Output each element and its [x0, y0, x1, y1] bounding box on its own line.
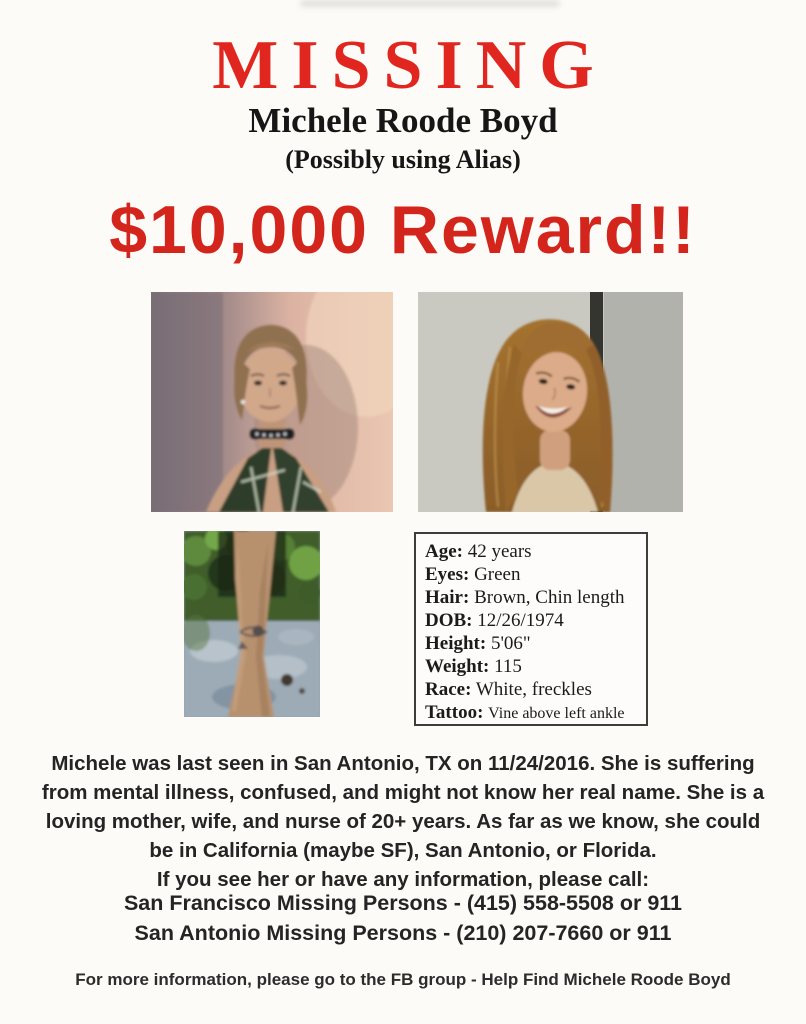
info-row-dob	[425, 609, 638, 632]
info-label-race: Race:	[425, 679, 472, 700]
contact-numbers	[0, 888, 806, 948]
description-line-2: from mental illness, confused, and might not know her real name. She is a	[41, 781, 765, 804]
info-row-height	[425, 632, 638, 655]
photo-tattoo	[184, 531, 320, 717]
info-row-race	[425, 678, 638, 701]
info-value-height: 5'06"	[490, 633, 531, 654]
photo-young-illustration	[151, 292, 393, 512]
info-label-age: Age:	[425, 541, 463, 562]
info-label-eyes: Eyes:	[425, 564, 470, 585]
photo-recent	[418, 292, 683, 512]
description-line-1: Michele was last seen in San Antonio, TX on 11/24/2016. She is suffering	[51, 752, 755, 775]
info-value-race: White, freckles	[475, 679, 592, 700]
info-label-hair: Hair:	[425, 587, 470, 608]
photo-young	[151, 292, 393, 512]
info-value-hair: Brown, Chin length	[474, 587, 625, 608]
info-value-age: 42 years	[467, 541, 532, 562]
info-value-tattoo: Vine above left ankle	[488, 705, 625, 722]
footer-fb-group-note: For more information, please go to the FB group - Help Find Michele Roode Boyd	[75, 970, 731, 989]
poster-title	[0, 26, 806, 106]
info-row-eyes	[425, 563, 638, 586]
info-value-dob: 12/26/1974	[477, 610, 564, 631]
description-paragraph	[0, 749, 806, 894]
info-row-age	[425, 540, 638, 563]
description-line-3: loving mother, wife, and nurse of 20+ years. As far as we know, she could	[45, 810, 761, 833]
info-row-tattoo	[425, 701, 638, 725]
info-label-tattoo: Tattoo:	[425, 702, 484, 723]
contact-san-francisco: San Francisco Missing Persons - (415) 558-5508 or 911	[123, 891, 683, 915]
scan-smudge	[300, 0, 560, 7]
person-name: Michele Roode Boyd	[248, 101, 558, 140]
description-line-4: be in California (maybe SF), San Antonio, or Florida.	[149, 839, 657, 862]
reward-headline: $10,000 Reward!!	[109, 192, 697, 268]
info-label-dob: DOB:	[425, 610, 473, 631]
info-value-eyes: Green	[474, 564, 521, 585]
info-row-hair	[425, 586, 638, 609]
info-row-weight	[425, 655, 638, 678]
info-value-weight: 115	[494, 656, 522, 677]
contact-san-antonio: San Antonio Missing Persons - (210) 207-7660 or 911	[134, 921, 672, 945]
info-label-height: Height:	[425, 633, 487, 654]
poster-title-text: MISSING	[212, 27, 607, 104]
info-label-weight: Weight:	[425, 656, 490, 677]
alias-note: (Possibly using Alias)	[285, 145, 521, 174]
call-to-action-line: If you see her or have any information, please call:	[156, 868, 650, 891]
description-info-box	[414, 532, 648, 726]
photo-recent-illustration	[418, 292, 683, 512]
photo-tattoo-illustration	[184, 531, 320, 717]
